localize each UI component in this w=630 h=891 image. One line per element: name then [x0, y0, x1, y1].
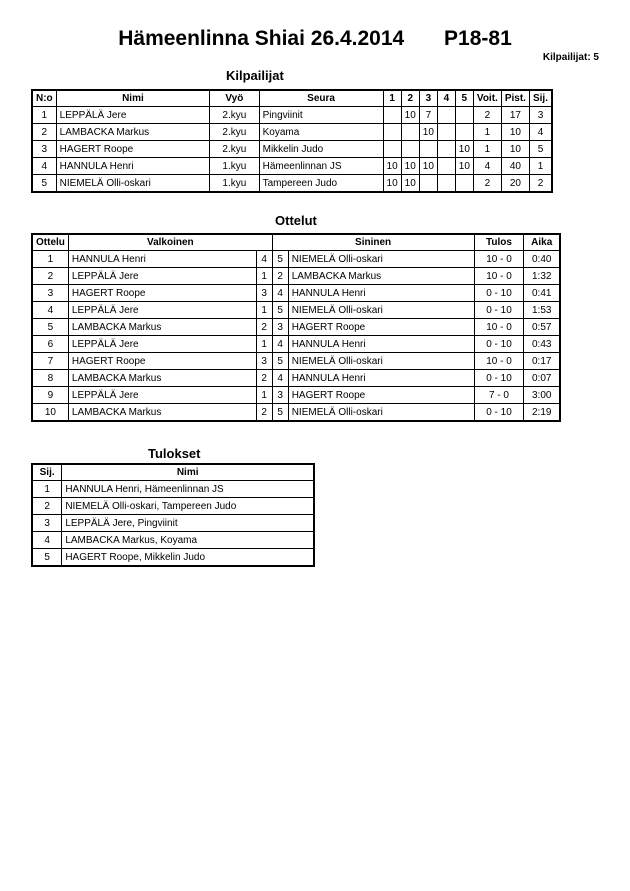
- matches-heading: Ottelut: [275, 213, 317, 228]
- participant-row: [32, 124, 552, 141]
- match-row: [32, 370, 560, 387]
- participant-cell: 10: [455, 158, 473, 175]
- category-label: P18-81: [444, 27, 512, 50]
- matches-column-header: Ottelu: [32, 234, 68, 251]
- match-cell: 0:43: [524, 336, 560, 353]
- match-cell: 0 - 10: [474, 302, 524, 319]
- participant-cell: [383, 141, 401, 158]
- participant-cell: [437, 141, 455, 158]
- participant-cell: 1.kyu: [210, 175, 259, 193]
- participant-cell: [455, 107, 473, 124]
- match-cell: 10 - 0: [474, 251, 524, 268]
- participant-cell: 4: [529, 124, 552, 141]
- participant-cell: 1: [473, 141, 501, 158]
- result-cell: LAMBACKA Markus, Koyama: [62, 532, 314, 549]
- participant-cell: 10: [383, 175, 401, 193]
- match-cell: 1: [256, 387, 272, 404]
- matches-column-header: Valkoinen: [68, 234, 272, 251]
- participant-cell: [401, 141, 419, 158]
- result-cell: LEPPÄLÄ Jere, Pingviinit: [62, 515, 314, 532]
- results-table: [31, 463, 315, 567]
- match-cell: HANNULA Henri: [288, 370, 474, 387]
- participant-cell: [419, 175, 437, 193]
- participant-cell: Pingviinit: [259, 107, 383, 124]
- participant-cell: 10: [401, 107, 419, 124]
- participant-cell: [437, 158, 455, 175]
- participant-cell: [455, 124, 473, 141]
- result-cell: 3: [32, 515, 62, 532]
- participant-cell: 5: [32, 175, 56, 193]
- participant-cell: 1: [529, 158, 552, 175]
- match-cell: 5: [272, 251, 288, 268]
- participant-cell: 10: [401, 158, 419, 175]
- matches-column-header: Tulos: [474, 234, 524, 251]
- participant-cell: 10: [419, 124, 437, 141]
- match-cell: NIEMELÄ Olli-oskari: [288, 353, 474, 370]
- match-cell: 1: [256, 268, 272, 285]
- match-cell: 9: [32, 387, 68, 404]
- participant-cell: 5: [529, 141, 552, 158]
- match-cell: 10 - 0: [474, 319, 524, 336]
- match-cell: 2: [256, 370, 272, 387]
- match-row: [32, 353, 560, 370]
- matches-table: [31, 233, 561, 422]
- match-cell: 7: [32, 353, 68, 370]
- participant-cell: 4: [473, 158, 501, 175]
- result-cell: HANNULA Henri, Hämeenlinnan JS: [62, 481, 314, 498]
- match-cell: LEPPÄLÄ Jere: [68, 336, 256, 353]
- results-column-header: Nimi: [62, 464, 314, 481]
- participant-cell: [401, 124, 419, 141]
- participant-cell: 3: [32, 141, 56, 158]
- match-row: [32, 302, 560, 319]
- participant-cell: [419, 141, 437, 158]
- match-cell: 8: [32, 370, 68, 387]
- match-cell: 0 - 10: [474, 370, 524, 387]
- match-cell: 3: [256, 353, 272, 370]
- match-cell: 0 - 10: [474, 336, 524, 353]
- match-cell: 1:53: [524, 302, 560, 319]
- match-cell: 4: [272, 285, 288, 302]
- result-cell: 1: [32, 481, 62, 498]
- match-cell: 1:32: [524, 268, 560, 285]
- participant-cell: [437, 175, 455, 193]
- participants-table: [31, 89, 553, 193]
- match-row: [32, 387, 560, 404]
- match-cell: 4: [256, 251, 272, 268]
- match-cell: HAGERT Roope: [288, 387, 474, 404]
- participant-cell: 10: [419, 158, 437, 175]
- matches-column-header: Sininen: [272, 234, 474, 251]
- participant-cell: Mikkelin Judo: [259, 141, 383, 158]
- participant-cell: 17: [501, 107, 529, 124]
- participant-cell: [383, 107, 401, 124]
- match-cell: 4: [272, 370, 288, 387]
- participant-cell: 2.kyu: [210, 107, 259, 124]
- participant-cell: HAGERT Roope: [56, 141, 209, 158]
- result-row: [32, 498, 314, 515]
- participant-cell: 2.kyu: [210, 124, 259, 141]
- participant-cell: [383, 124, 401, 141]
- match-cell: 0:40: [524, 251, 560, 268]
- participants-column-header: 4: [437, 90, 455, 107]
- participants-count: Kilpailijat: 5: [542, 52, 599, 63]
- match-row: [32, 285, 560, 302]
- match-row: [32, 404, 560, 422]
- match-cell: NIEMELÄ Olli-oskari: [288, 251, 474, 268]
- result-row: [32, 549, 314, 567]
- participants-column-header: Voit.: [473, 90, 501, 107]
- match-cell: 0:41: [524, 285, 560, 302]
- match-cell: 0:17: [524, 353, 560, 370]
- match-cell: 3: [32, 285, 68, 302]
- results-heading: Tulokset: [148, 446, 201, 461]
- participant-cell: 2: [529, 175, 552, 193]
- match-cell: NIEMELÄ Olli-oskari: [288, 302, 474, 319]
- participants-column-header: Pist.: [501, 90, 529, 107]
- participant-cell: 10: [383, 158, 401, 175]
- participant-row: [32, 175, 552, 193]
- match-cell: LAMBACKA Markus: [68, 370, 256, 387]
- participant-cell: 4: [32, 158, 56, 175]
- participant-cell: 10: [501, 124, 529, 141]
- participants-column-header: 1: [383, 90, 401, 107]
- result-cell: 2: [32, 498, 62, 515]
- match-cell: LAMBACKA Markus: [68, 319, 256, 336]
- participant-cell: 1: [473, 124, 501, 141]
- result-cell: HAGERT Roope, Mikkelin Judo: [62, 549, 314, 567]
- match-cell: LAMBACKA Markus: [68, 404, 256, 422]
- participant-row: [32, 107, 552, 124]
- matches-column-header: Aika: [524, 234, 560, 251]
- match-cell: NIEMELÄ Olli-oskari: [288, 404, 474, 422]
- participants-column-header: 3: [419, 90, 437, 107]
- match-cell: 2: [256, 319, 272, 336]
- match-row: [32, 336, 560, 353]
- result-row: [32, 515, 314, 532]
- match-cell: 4: [272, 336, 288, 353]
- participant-cell: LAMBACKA Markus: [56, 124, 209, 141]
- match-cell: LEPPÄLÄ Jere: [68, 268, 256, 285]
- participant-cell: 20: [501, 175, 529, 193]
- match-row: [32, 268, 560, 285]
- match-cell: HAGERT Roope: [68, 353, 256, 370]
- match-cell: 10 - 0: [474, 268, 524, 285]
- participant-cell: HANNULA Henri: [56, 158, 209, 175]
- match-row: [32, 251, 560, 268]
- match-cell: 10 - 0: [474, 353, 524, 370]
- match-cell: 3: [272, 387, 288, 404]
- participants-column-header: Sij.: [529, 90, 552, 107]
- match-cell: LAMBACKA Markus: [288, 268, 474, 285]
- participants-column-header: N:o: [32, 90, 56, 107]
- participant-cell: [437, 124, 455, 141]
- match-cell: 2: [272, 268, 288, 285]
- match-cell: LEPPÄLÄ Jere: [68, 302, 256, 319]
- participant-cell: 2: [32, 124, 56, 141]
- participant-cell: 3: [529, 107, 552, 124]
- participants-column-header: Vyö: [210, 90, 259, 107]
- match-cell: 2: [256, 404, 272, 422]
- participants-column-header: 2: [401, 90, 419, 107]
- match-cell: 5: [272, 404, 288, 422]
- match-cell: 2:19: [524, 404, 560, 422]
- match-cell: 7 - 0: [474, 387, 524, 404]
- match-cell: 5: [32, 319, 68, 336]
- result-row: [32, 532, 314, 549]
- match-cell: HAGERT Roope: [68, 285, 256, 302]
- match-cell: 1: [32, 251, 68, 268]
- participant-row: [32, 141, 552, 158]
- match-cell: 0 - 10: [474, 404, 524, 422]
- match-cell: LEPPÄLÄ Jere: [68, 387, 256, 404]
- participant-cell: Hämeenlinnan JS: [259, 158, 383, 175]
- participant-cell: 7: [419, 107, 437, 124]
- participant-cell: [455, 175, 473, 193]
- match-cell: 0:07: [524, 370, 560, 387]
- participant-cell: 1.kyu: [210, 158, 259, 175]
- participants-column-header: 5: [455, 90, 473, 107]
- page-title: [0, 27, 630, 51]
- result-row: [32, 481, 314, 498]
- match-cell: 3:00: [524, 387, 560, 404]
- participant-cell: 2: [473, 175, 501, 193]
- result-cell: 4: [32, 532, 62, 549]
- match-cell: 2: [32, 268, 68, 285]
- result-cell: NIEMELÄ Olli-oskari, Tampereen Judo: [62, 498, 314, 515]
- match-cell: 0:57: [524, 319, 560, 336]
- results-column-header: Sij.: [32, 464, 62, 481]
- match-cell: 1: [256, 336, 272, 353]
- tournament-title: Hämeenlinna Shiai 26.4.2014: [118, 27, 405, 50]
- result-cell: 5: [32, 549, 62, 567]
- participants-column-header: Seura: [259, 90, 383, 107]
- match-cell: 5: [272, 302, 288, 319]
- participant-cell: Tampereen Judo: [259, 175, 383, 193]
- participant-cell: 10: [455, 141, 473, 158]
- participant-cell: 10: [501, 141, 529, 158]
- participant-row: [32, 158, 552, 175]
- match-cell: 4: [32, 302, 68, 319]
- match-cell: 1: [256, 302, 272, 319]
- match-row: [32, 319, 560, 336]
- participant-cell: LEPPÄLÄ Jere: [56, 107, 209, 124]
- participant-cell: NIEMELÄ Olli-oskari: [56, 175, 209, 193]
- participants-heading: Kilpailijat: [226, 68, 284, 83]
- participant-cell: 2: [473, 107, 501, 124]
- participant-cell: Koyama: [259, 124, 383, 141]
- match-cell: HAGERT Roope: [288, 319, 474, 336]
- match-cell: 3: [256, 285, 272, 302]
- participant-cell: 2.kyu: [210, 141, 259, 158]
- participants-column-header: Nimi: [56, 90, 209, 107]
- match-cell: 6: [32, 336, 68, 353]
- match-cell: HANNULA Henri: [288, 285, 474, 302]
- match-cell: 10: [32, 404, 68, 422]
- participant-cell: 10: [401, 175, 419, 193]
- match-cell: 0 - 10: [474, 285, 524, 302]
- match-cell: 3: [272, 319, 288, 336]
- match-cell: 5: [272, 353, 288, 370]
- participant-cell: 40: [501, 158, 529, 175]
- match-cell: HANNULA Henri: [288, 336, 474, 353]
- participant-cell: 1: [32, 107, 56, 124]
- match-cell: HANNULA Henri: [68, 251, 256, 268]
- participant-cell: [437, 107, 455, 124]
